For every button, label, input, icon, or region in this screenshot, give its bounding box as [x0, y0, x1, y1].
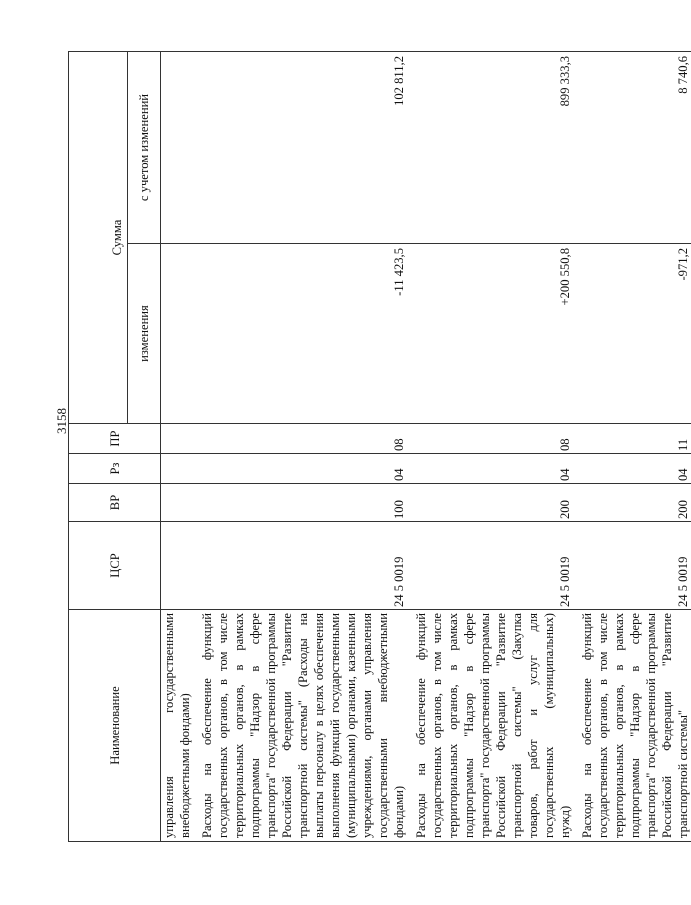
row-pr: 08: [199, 424, 407, 454]
row-vr: 200: [579, 484, 691, 522]
row-vr: 200: [413, 484, 573, 522]
row-name: Расходы на обеспечение функций государственных органов, в том числе территориальных органов, в рамках подпрограммы "Надзор в сфере транспорта" государственной программы Российской Федерации "Развитие транспортной системы" (Закупка товаров, работ и услуг для государственных (муниципальных) нужд): [413, 610, 573, 842]
row-pr: 11: [579, 424, 691, 454]
rotated-page-content: [68, 52, 690, 842]
header-with-change: с учетом изменений: [128, 51, 161, 243]
row-pr: [161, 424, 194, 454]
row-with-change: 102 811,2: [199, 51, 407, 243]
row-change: -971,2: [579, 244, 691, 424]
row-name: Расходы на обеспечение функций государственных органов, в том числе территориальных органов, в рамках подпрограммы "Надзор в сфере транспорта" государственной программы Российской Федерации "Развитие транспортной системы": [579, 610, 691, 842]
table-row: [199, 51, 407, 841]
budget-table: [68, 51, 691, 842]
header-csr: ЦСР: [69, 522, 161, 610]
row-change: -11 423,5: [199, 244, 407, 424]
table-row: [413, 51, 573, 841]
row-csr: 24 5 0019: [199, 522, 407, 610]
row-csr: 24 5 0019: [413, 522, 573, 610]
table-row: [579, 51, 691, 841]
header-name: Наименование: [69, 610, 161, 842]
row-csr: 24 5 0019: [579, 522, 691, 610]
row-pr: 08: [413, 424, 573, 454]
row-vr: [161, 484, 194, 522]
header-vr: ВР: [69, 484, 161, 522]
row-with-change: 8 740,6: [579, 51, 691, 243]
header-pr: ПР: [69, 424, 161, 454]
header-sum: Сумма: [69, 51, 128, 423]
page-number: 3158: [54, 408, 69, 434]
header-rz: Рз: [69, 454, 161, 484]
row-rz: [161, 454, 194, 484]
row-rz: 04: [579, 454, 691, 484]
row-rz: 04: [199, 454, 407, 484]
row-rz: 04: [413, 454, 573, 484]
row-name: Расходы на обеспечение функций государственных органов, в том числе территориальных органов, в рамках подпрограммы "Надзор в сфере транспорта" государственной программы Российской Федерации "Развитие транспортной системы" (Расходы на выплаты персоналу в целях обеспечения выполнения функций государственными (муниципальными) органами, казенными учреждениями, органами управления государственными внебюджетными фондами): [199, 610, 407, 842]
row-change: [161, 244, 194, 424]
row-with-change: 899 333,3: [413, 51, 573, 243]
row-vr: 100: [199, 484, 407, 522]
row-csr: [161, 522, 194, 610]
row-change: +200 550,8: [413, 244, 573, 424]
header-change: изменения: [128, 244, 161, 424]
table-row: [161, 51, 194, 841]
row-name: управления государственными внебюджетными фондами): [161, 610, 194, 842]
row-with-change: [161, 51, 194, 243]
